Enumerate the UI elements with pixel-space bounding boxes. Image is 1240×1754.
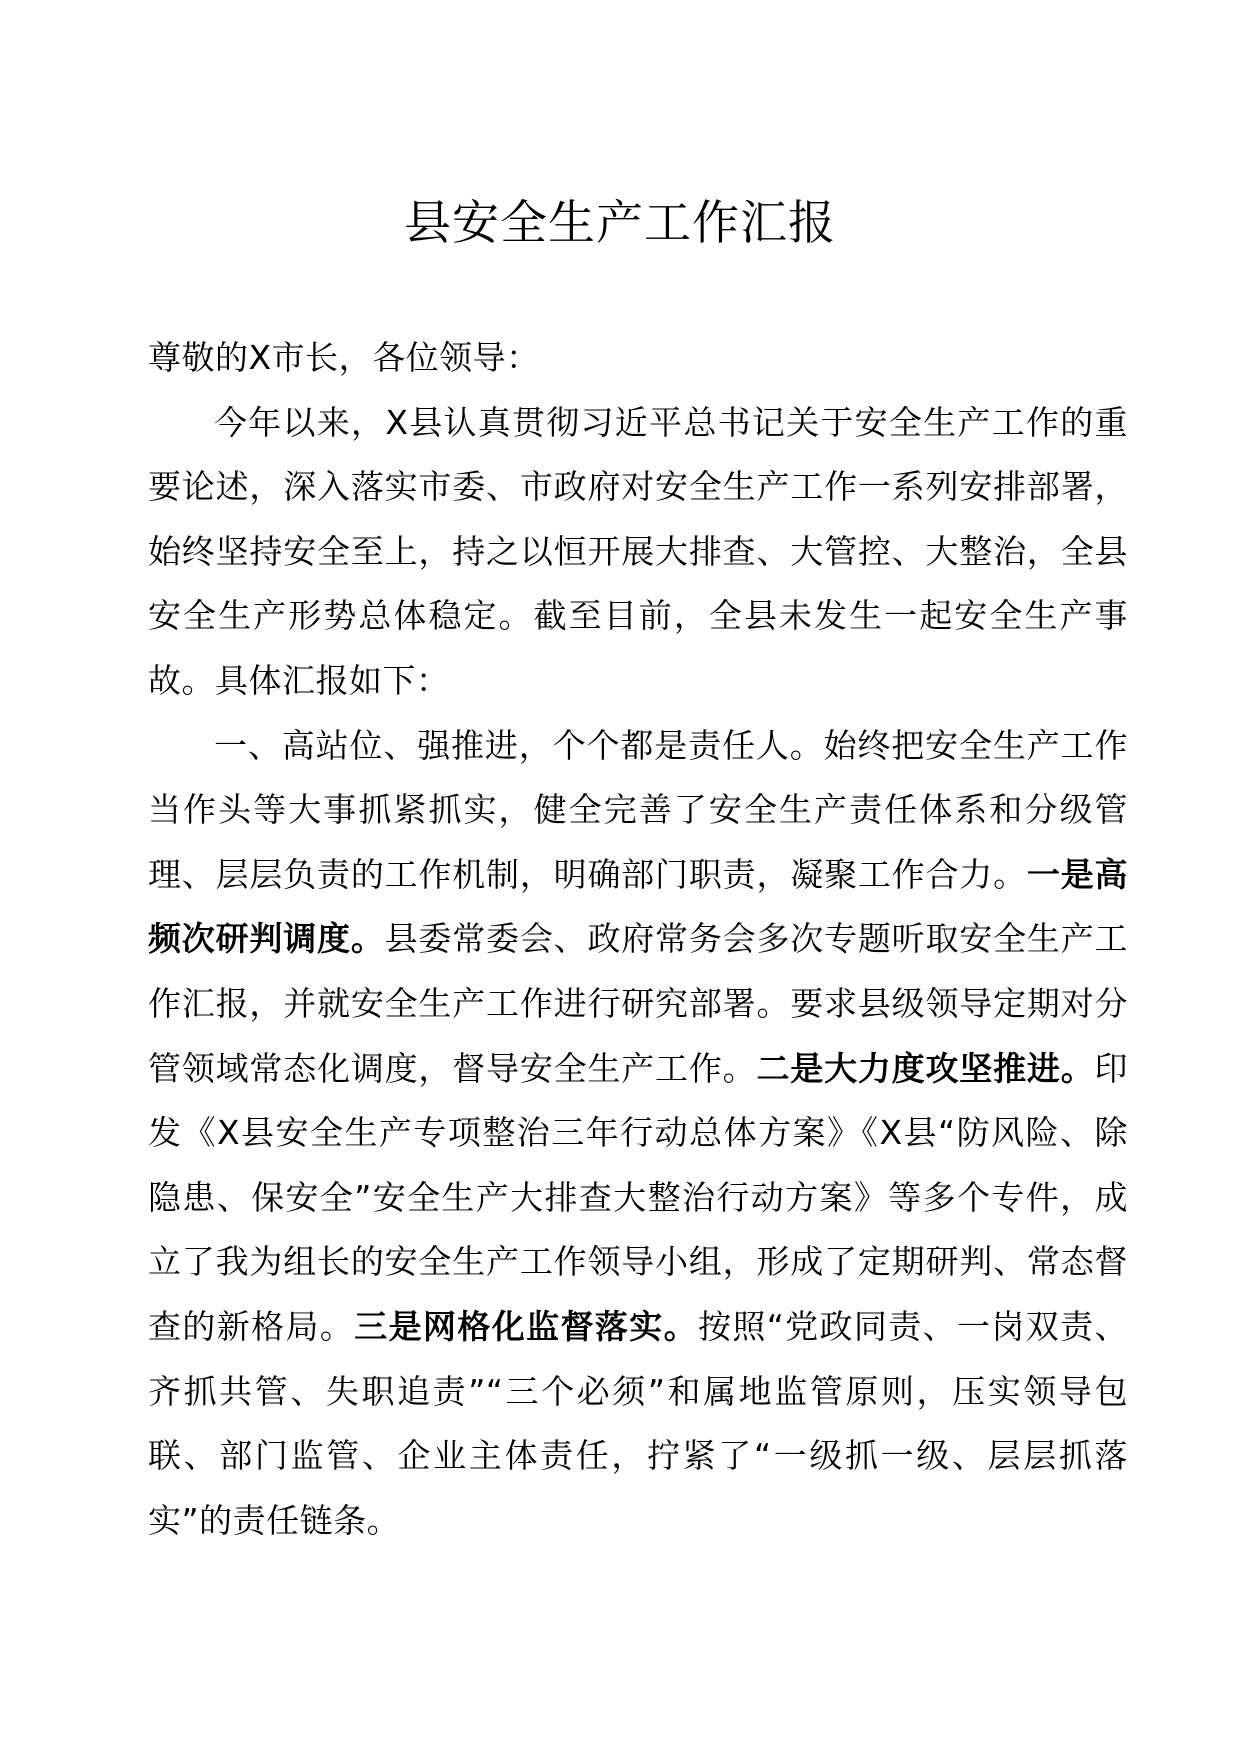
intro-paragraph: 今年以来，X县认真贯彻习近平总书记关于安全生产工作的重要论述，深入落实市委、市政府对安全生产工作一系列安排部署，始终坚持安全至上，持之以恒开展大排查、大管控、大整治，全县安全生产形势总体稳定。截至目前，全县未发生一起安全生产事故。具体汇报如下：: [148, 402, 1128, 700]
document-title: 县安全生产工作汇报: [404, 196, 836, 251]
point-one-title: 一是高频次研判调度。: [148, 854, 1129, 959]
salutation: 尊敬的X市长，各位领导：: [148, 338, 540, 377]
point-two-text: 印发《X县安全生产专项整治三年行动总体方案》《X县“防风险、除隐患、保安全”安全生产大排查大整治行动方案》等多个专件，成立了我为组长的安全生产工作领导小组，形成了定期研判、常态督查的新格局。: [148, 1048, 1129, 1346]
point-one-text: 县委常委会、政府常务会多次专题听取安全生产工作汇报，并就安全生产工作进行研究部署。要求县级领导定期对分管领域常态化调度，督导安全生产工作。: [148, 919, 1129, 1088]
point-three-title: 三是网格化监督落实。: [354, 1306, 698, 1346]
section-one-paragraph: [148, 714, 1128, 1554]
point-two-title: 二是大力度攻坚推进。: [756, 1048, 1095, 1088]
document-body: [148, 326, 1128, 1553]
section-one-heading: 一、高站位、强推进，个个都是责任人。: [214, 725, 824, 765]
point-three-text: 按照“党政同责、一岗双责、齐抓共管、失职追责”“三个必须”和属地监管原则，压实领导包联、部门监管、企业主体责任，拧紧了“一级抓一级、层层抓落实”的责任链条。: [148, 1306, 1129, 1540]
section-one-lead: 始终把安全生产工作当作头等大事抓紧抓实，健全完善了安全生产责任体系和分级管理、层层负责的工作机制，明确部门职责，凝聚工作合力。: [148, 725, 1129, 894]
